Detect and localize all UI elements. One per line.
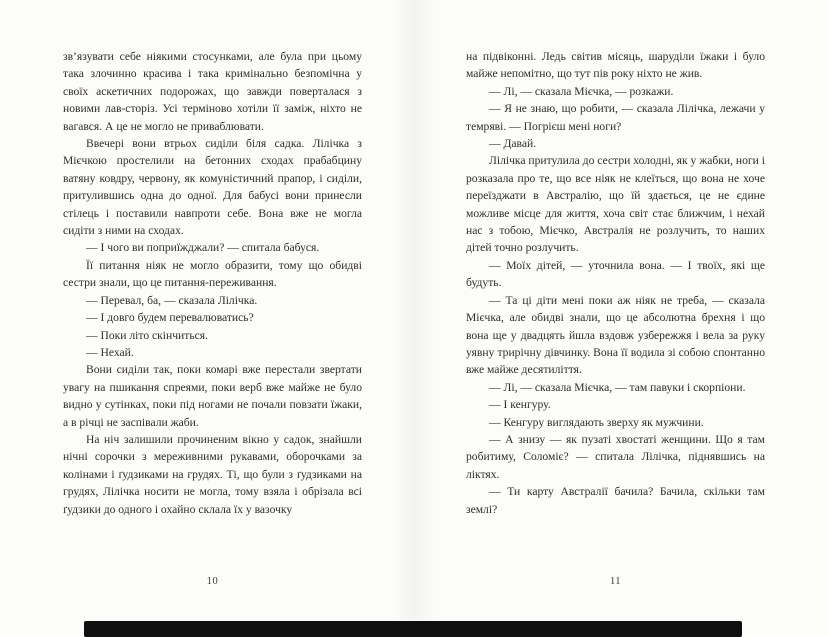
paragraph: зв’язувати себе ніякими стосунками, але була при цьому така злочинно красива і така кримінально безпомічна у своїх аскетичних подорожах, що завжди поверталася з новими лав-сторіз. Усі терміново хотіли її заміж, ніхто не вагався. А це не могло не приваблювати. — [63, 50, 362, 133]
left-page-text — [63, 48, 362, 518]
book-bottom-edge — [84, 621, 742, 637]
paragraph: — Поки літо скінчиться. — [86, 328, 208, 342]
paragraph: — Кенгуру виглядають зверху як мужчини. — [489, 415, 704, 429]
paragraph: На ніч залишили прочиненим вікно у садок, знайшли нічні сорочки з мереживними рукавами, оборочками за колінами і ґудзиками на грудях. Ті, що були з ґудзиками на грудях, Лілічка носити не могла, тому взяла і обрізала всі ґудзики до одного і охайно склала їх у вазочку — [63, 432, 362, 516]
page-number-right: 11 — [609, 576, 622, 587]
right-page-text — [466, 48, 765, 518]
page-gutter-shadow — [392, 0, 436, 620]
paragraph: — Лі, — сказала Мієчка, — там павуки і скорпіони. — [489, 380, 746, 394]
paragraph: — А знизу — як пузаті хвостаті женщини. Що я там робитиму, Соломіє? — спитала Лілічка, піднявшись на ліктях. — [466, 432, 765, 481]
paragraph: Вони сиділи так, поки комарі вже перестали звертати увагу на пшикання спреями, поки верб вже майже не було видно у сутінках, поки під ногами не почали повзати їжаки, а в річці не заспівали жаби. — [63, 363, 362, 429]
page-number-left: 10 — [206, 576, 219, 587]
paragraph: Ввечері вони втрьох сиділи біля садка. Лілічка з Мієчкою простелили на бетонних сходах прабабцину ватяну ковдру, червону, як комуністичний прапор, і сиділи, притулившись одна до одної. Для бабусі вони принесли стілець і поставили навпроти себе. Вона вже не могла сидіти з ними на сходах. — [63, 137, 362, 238]
paragraph: — Я не знаю, що робити, — сказала Лілічка, лежачи у темряві. — Погрієш мені ноги? — [466, 102, 765, 133]
paragraph: — Лі, — сказала Мієчка, — розкажи. — [489, 84, 674, 98]
paragraph: — І довго будем перевалюватись? — [86, 311, 254, 325]
paragraph: на підвіконні. Ледь світив місяць, шаруділи їжаки і було майже непомітно, що тут пів року ніхто не жив. — [466, 50, 765, 81]
paragraph: — Перевал, ба, — сказала Лілічка. — [86, 293, 258, 307]
paragraph: — Давай. — [489, 137, 537, 151]
paragraph: — І чого ви поприїжджали? — спитала бабуся. — [86, 241, 320, 255]
paragraph: — Та ці діти мені поки аж ніяк не треба, — сказала Мієчка, але обидві знали, що це абсолютна брехня і що вона ще у двадцять йшла вздовж узбережжя і вела за руку уявну трирічну дівчинку. Вона її водила зі собою спонтанно вже майже десятиліття. — [466, 293, 765, 377]
paragraph: Лілічка притулила до сестри холодні, як у жабки, ноги і розказала про те, що все ніяк не клеїться, що вона не хоче переїзджати в Австралію, що їй здається, це не єдине можливе місце для життя, хоча світ стає ближчим, і нехай нас з тобою, Мієчко, Австралія не розлучить, то наших дітей точно розлучить. — [466, 154, 765, 255]
paragraph: — Ти карту Австралії бачила? Бачила, скільки там землі? — [466, 485, 765, 516]
paragraph: — Моїх дітей, — уточнила вона. — І твоїх, які ще будуть. — [466, 258, 765, 290]
paragraph: — І кенгуру. — [489, 398, 551, 412]
paragraph: Її питання ніяк не могло образити, тому що обидві сестри знали, що це питання-переживання. — [63, 258, 362, 290]
paragraph: — Нехай. — [86, 345, 134, 359]
